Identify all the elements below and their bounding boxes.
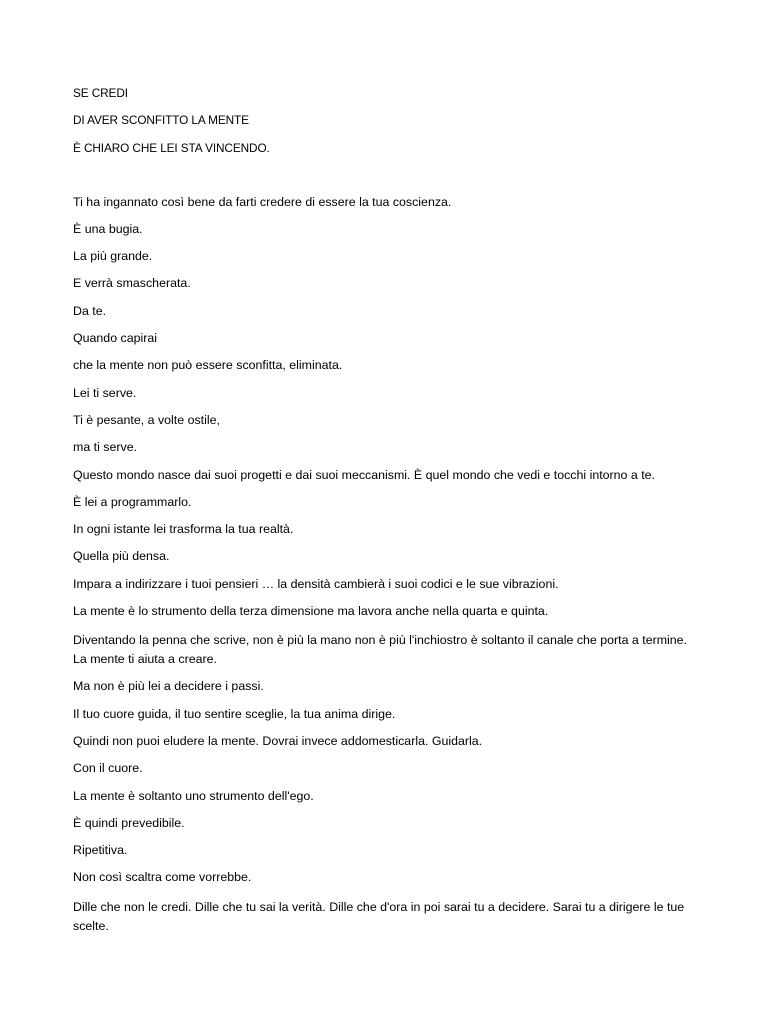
paragraph-20: Quindi non puoi eludere la mente. Dovrai invece addomesticarla. Guidarla. (73, 733, 483, 748)
paragraph-17: Diventando la penna che scrive, non è più la mano non è più l'inchiostro è soltanto il canale che porta a termine. La mente ti aiuta a creare. (73, 633, 691, 667)
paragraph-2: È una bugia. (73, 221, 143, 236)
paragraph-11: Questo mondo nasce dai suoi progetti e dai suoi meccanismi. È quel mondo che vedi e tocchi intorno a te. (73, 467, 656, 482)
paragraph-19: Il tuo cuore guida, il tuo sentire sceglie, la tua anima dirige. (73, 706, 396, 721)
paragraph-23: È quindi prevedibile. (73, 815, 185, 830)
paragraph-16: La mente è lo strumento della terza dimensione ma lavora anche nella quarta e quinta. (73, 604, 549, 619)
paragraph-12: È lei a programmarlo. (73, 494, 192, 509)
document-body (73, 86, 703, 946)
paragraph-26: Dille che non le credi. Dille che tu sai la verità. Dille che d'ora in poi sarai tu a decidere. Sarai tu a dirigere le tue scelte. (73, 899, 688, 933)
paragraph-5: Da te. (73, 303, 107, 318)
paragraph-1: Ti ha ingannato così bene da farti credere di essere la tua coscienza. (73, 194, 452, 209)
heading-line-3: È CHIARO CHE LEI STA VINCENDO. (73, 140, 270, 155)
paragraph-6: Quando capirai (73, 331, 158, 346)
paragraph-24: Ripetitiva. (73, 843, 128, 858)
paragraph-4: E verrà smascherata. (73, 276, 191, 291)
paragraph-14: Quella più densa. (73, 549, 170, 564)
paragraph-15: Impara a indirizzare i tuoi pensieri … la densità cambierà i suoi codici e le sue vibrazioni. (73, 576, 559, 591)
heading-line-1: SE CREDI (73, 86, 128, 100)
paragraph-10: ma ti serve. (73, 440, 138, 455)
paragraph-7: che la mente non può essere sconfitta, eliminata. (73, 358, 343, 373)
paragraph-8: Lei ti serve. (73, 385, 137, 400)
paragraph-22: La mente è soltanto uno strumento dell'ego. (73, 788, 314, 803)
paragraph-18: Ma non è più lei a decidere i passi. (73, 679, 264, 694)
paragraph-3: La più grande. (73, 249, 153, 264)
paragraph-9: Ti è pesante, a volte ostile, (73, 412, 220, 427)
paragraph-21: Con il cuore. (73, 761, 143, 776)
paragraph-13: In ogni istante lei trasforma la tua realtà. (73, 522, 294, 537)
paragraph-25: Non così scaltra come vorrebbe. (73, 870, 252, 885)
heading-line-2: DI AVER SCONFITTO LA MENTE (73, 113, 249, 128)
